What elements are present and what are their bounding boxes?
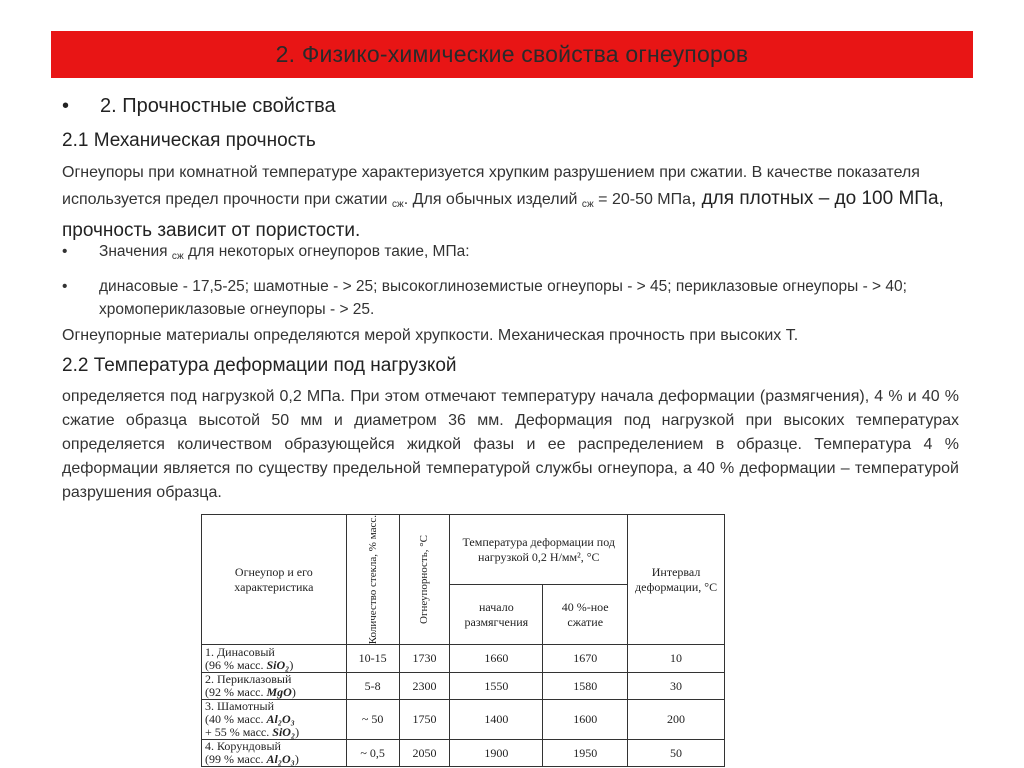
paragraph-brittleness: Огнеупорные материалы определяются мерой хрупкости. Механическая прочность при высоких Т. (62, 327, 799, 344)
table-row: 4. Корундовый (99 % масс. Al₂O₃) ~ 0,5 2050 1900 1950 50 (202, 740, 725, 767)
title-banner (51, 31, 973, 78)
list-item: • динасовые - 17,5-25; шамотные - > 25; высокоглиноземистые огнеупоры - > 45; периклазовые огнеупоры - > 40; хромопериклазовые огнеупоры - > 25. (62, 278, 907, 318)
heading-deformation-temperature: 2.2 Температура деформации под нагрузкой (62, 355, 457, 376)
refractory-properties-table (201, 514, 725, 767)
paragraph-room-temperature: Огнеупоры при комнатной температуре характеризуется хрупким разрушением при сжатии. В качестве показателя используется предел прочности при сжатии $_{сж}$. Для обычных изделий $_{сж}$ = 20-50 МПа, для плотных – до 100 МПа, прочность зависит от пористости. (62, 164, 944, 241)
bullet-strength (62, 95, 336, 118)
table-row: 2. Периклазовый (92 % масс. MgO) 5-8 2300 1550 1580 30 (202, 673, 725, 700)
table-row: 1. Динасовый (96 % масс. SiO₂) 10-15 1730 1660 1670 10 (202, 645, 725, 673)
header-glass-content: Количество стекла, % масс. (366, 515, 379, 645)
bullet-dot: • (62, 95, 70, 117)
header-refractory: Огнеупор и его характеристика (202, 515, 347, 645)
paragraph-deformation: определяется под нагрузкой 0,2 МПа. При этом отмечают температуру начала деформации (размягчения), 4 % и 40 % сжатие образца высотой 50 мм и диаметром 36 мм. Деформация под нагрузкой при высоких температурах определяется количеством образующейся жидкой фазы и ее распределением в образце. Температура 4 % деформации является по существу предельной температурой службы огнеупора, а 40 % деформации – температурой разрушения образца. (62, 388, 959, 501)
table-row: 3. Шамотный (40 % масс. Al₂O₃ + 55 % масс. SiO₂) ~ 50 1750 1400 1600 200 (202, 700, 725, 740)
header-deformation-temp: Температура деформации под нагрузкой 0,2 Н/мм², °С (450, 515, 628, 585)
heading-mechanical-strength: 2.1 Механическая прочность (62, 130, 316, 151)
header-softening-start: начало размягчения (450, 585, 543, 645)
header-refractoriness: Огнеупорность, °С (418, 535, 431, 625)
slide-title: 2. Физико-химические свойства огнеупоров (275, 41, 749, 67)
strength-values-list (62, 240, 952, 321)
header-interval: Интервал деформации, °С (628, 515, 725, 645)
header-40-compression: 40 %-ное сжатие (543, 585, 628, 645)
bullet-text: 2. Прочностные свойства (100, 95, 336, 117)
list-item: • Значения $_{сж}$ для некоторых огнеупоров такие, МПа: (62, 243, 470, 262)
